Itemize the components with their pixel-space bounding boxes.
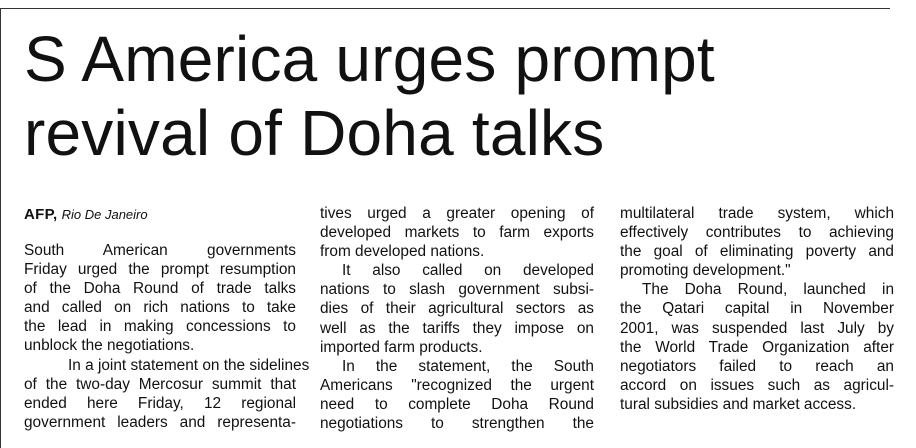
byline-dateline: Rio De Janeiro	[61, 207, 148, 222]
text-line: ended here Friday, 12 regional	[24, 394, 296, 412]
text-line: from developed nations.	[320, 243, 485, 261]
text-line: It also called on developed	[342, 262, 594, 280]
text-line: The Doha Round, launched in	[642, 281, 894, 299]
text-line: unblock the negotiations.	[24, 337, 195, 355]
article-column-3	[620, 204, 894, 414]
left-column-rule	[0, 8, 1, 448]
text-line: the World Trade Organization after	[620, 338, 894, 356]
text-line: and called on rich nations to take	[24, 299, 296, 317]
text-line: of the two-day Mercosur summit that	[24, 375, 296, 393]
text-line: of the Doha Round of trade talks	[24, 280, 296, 298]
text-line: tives urged a greater opening of	[320, 205, 594, 222]
text-line: effectively contributes to achieving	[620, 224, 894, 242]
text-line: the Qatari capital in November	[620, 300, 894, 318]
text-line: South American governments	[24, 242, 296, 259]
text-line: the goal of eliminating poverty and	[620, 243, 894, 261]
article-column-2	[320, 204, 594, 433]
text-line: Americans "recognized the urgent	[320, 376, 594, 394]
text-line: Friday urged the prompt resumption	[24, 261, 296, 279]
text-line: well as the tariffs they impose on	[320, 319, 594, 337]
text-line: accord on issues such as agricul-	[620, 376, 894, 394]
text-line: In a joint statement on the sidelines	[68, 356, 310, 374]
headline	[24, 22, 904, 170]
text-line: the lead in making concessions to	[24, 318, 296, 336]
text-line: government leaders and representa-	[24, 413, 296, 431]
byline	[24, 205, 148, 225]
text-line: negotiators failed to reach an	[620, 357, 894, 375]
text-line: promoting development."	[620, 262, 791, 280]
text-line: tural subsidies and market access.	[620, 395, 857, 413]
text-line: developed markets to farm exports	[320, 224, 594, 242]
text-line: In the statement, the South	[342, 357, 594, 375]
headline-line-1: S America urges prompt	[24, 23, 715, 95]
text-line: nations to slash government subsi-	[320, 281, 594, 299]
text-line: dies of their agricultural sectors as	[320, 300, 594, 318]
text-line: 2001, was suspended last July by	[620, 319, 894, 337]
text-line: multilateral trade system, which	[620, 205, 894, 222]
top-rule	[0, 8, 890, 9]
byline-agency: AFP,	[24, 206, 58, 223]
text-line: imported farm products.	[320, 338, 483, 356]
article-column-1	[24, 241, 310, 432]
text-line: need to complete Doha Round	[320, 395, 594, 413]
text-line: negotiations to strengthen the	[320, 415, 594, 433]
headline-line-2: revival of Doha talks	[24, 97, 605, 169]
